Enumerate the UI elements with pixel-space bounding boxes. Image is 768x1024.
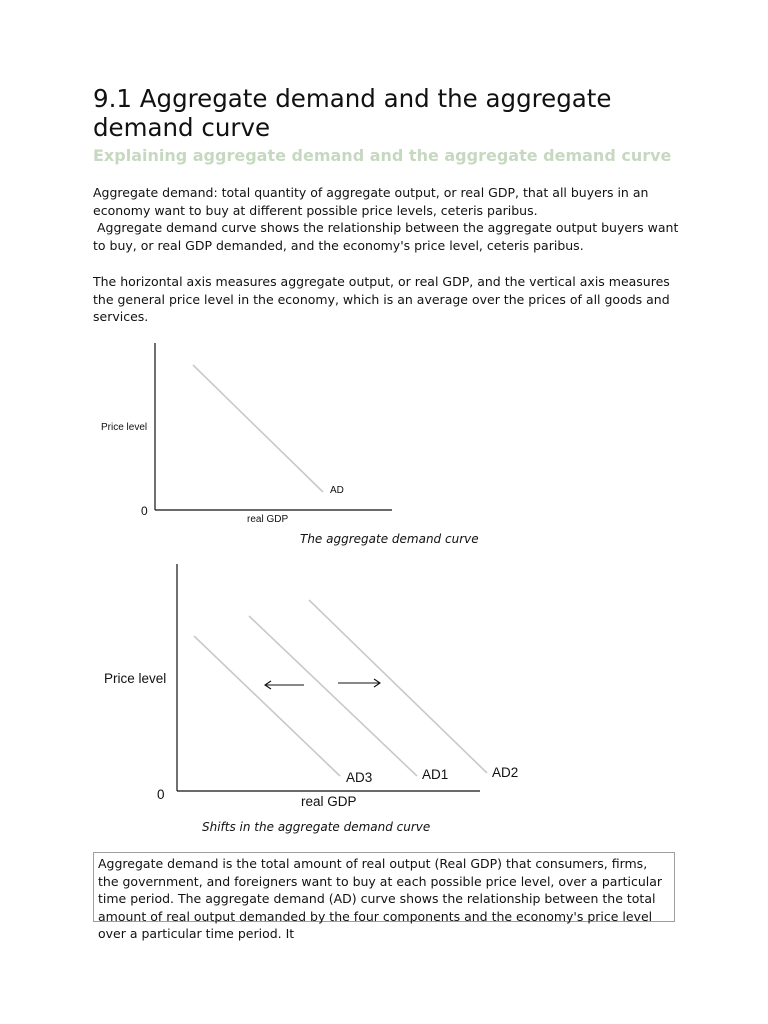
paragraph-axes: The horizontal axis measures aggregate output, or real GDP, and the vertical axis measures the general price level in the economy, which is an average over the prices of all goods and services.	[93, 274, 670, 324]
figure2-origin-label: 0	[157, 787, 165, 802]
page-subtitle: Explaining aggregate demand and the aggregate demand curve	[93, 146, 672, 165]
figure1-ad-curve	[193, 365, 323, 492]
paragraph-definition: Aggregate demand: total quantity of aggregate output, or real GDP, that all buyers in an economy want to buy at different possible price levels, ceteris paribus.	[93, 185, 649, 218]
page-title: 9.1 Aggregate demand and the aggregate demand curve	[93, 84, 612, 142]
figure1-origin-label: 0	[141, 504, 148, 518]
figure2-y-label: Price level	[104, 671, 167, 686]
figure1-curve-label: AD	[330, 485, 344, 496]
figure2-label-ad1: AD1	[422, 767, 449, 782]
figure2-label-ad3: AD3	[346, 770, 373, 785]
figure2-x-label: real GDP	[301, 794, 357, 809]
figure1-caption: The aggregate demand curve	[300, 532, 479, 546]
figure2-caption: Shifts in the aggregate demand curve	[202, 820, 431, 834]
figure1-y-label: Price level	[101, 422, 148, 433]
figure2-ad3-curve	[194, 636, 340, 776]
shift-left-arrow	[265, 681, 304, 689]
definition-text-box: Aggregate demand is the total amount of real output (Real GDP) that consumers, firms, the government, and foreigners want to buy at each possible price level, over a particular time period. The aggregate demand (AD) curve shows the relationship between the total amount of real output demanded by the four components and the economy's price level over a particular time period. It	[93, 852, 675, 922]
figure1-x-label: real GDP	[247, 514, 289, 525]
paragraph-curve-text: Aggregate demand curve shows the relationship between the aggregate output buyers want to buy, or real GDP demanded, and the economy's price level, ceteris paribus.	[93, 220, 679, 253]
shift-right-arrow	[338, 679, 380, 687]
figure2-label-ad2: AD2	[492, 765, 519, 780]
figure2-ad2-curve	[309, 600, 487, 773]
figure2-ad1-curve	[249, 616, 417, 776]
